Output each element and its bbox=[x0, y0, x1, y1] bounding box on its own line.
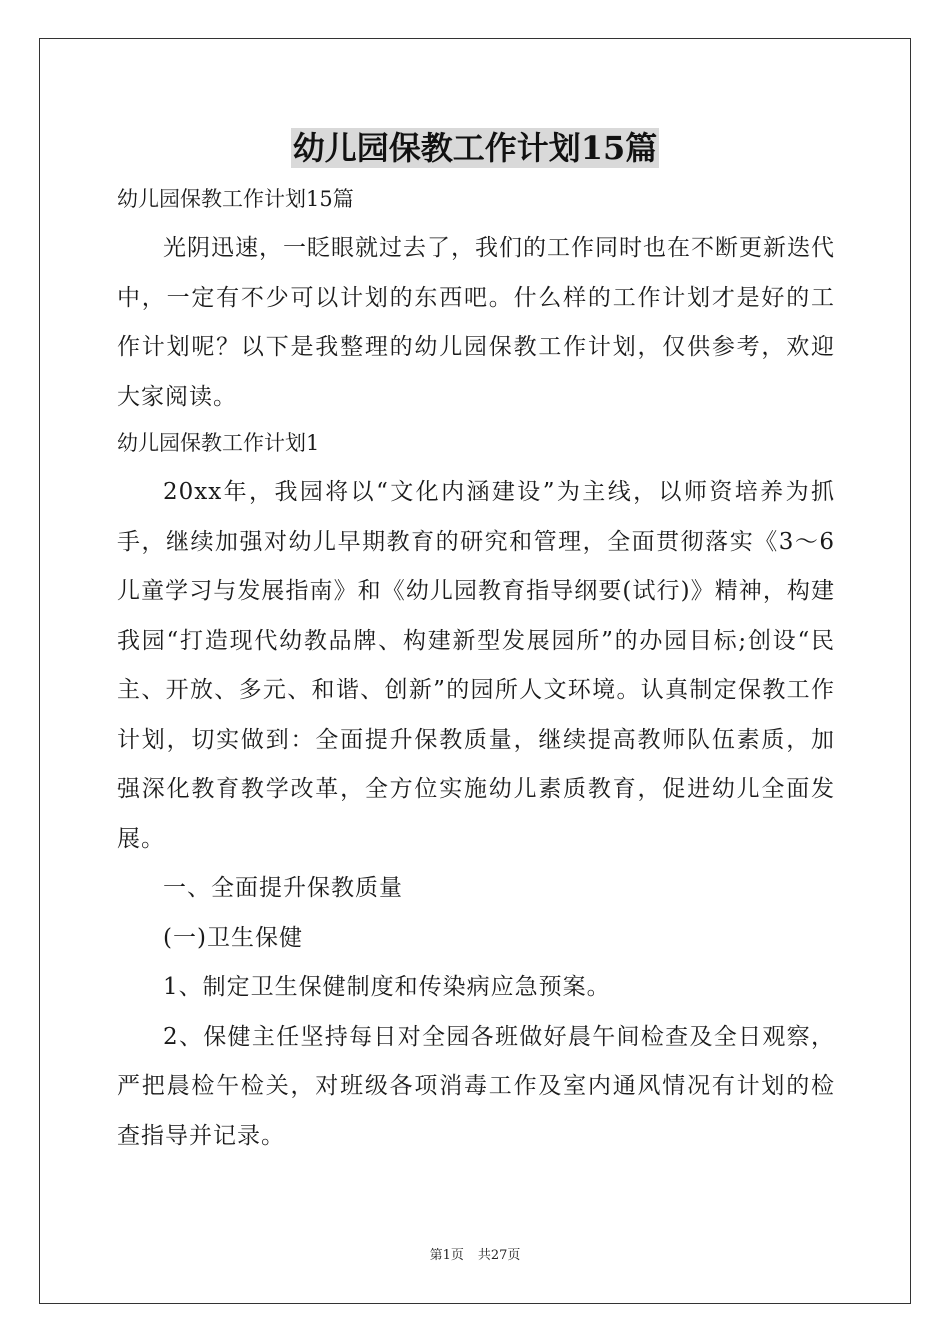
section-heading: 幼儿园保教工作计划1 bbox=[117, 431, 320, 455]
heading-level-2: (一)卫生保健 bbox=[163, 924, 303, 951]
document-body bbox=[117, 178, 835, 1161]
list-item: 1、制定卫生保健制度和传染病应急预案。 bbox=[163, 974, 611, 1000]
page-number: 第1页 bbox=[429, 1248, 464, 1263]
document-subtitle: 幼儿园保教工作计划15篇 bbox=[117, 187, 354, 211]
list-item: 2、保健主任坚持每日对全园各班做好晨午间检查及全日观察，严把晨检午检关，对班级各项消毒工作及室内通风情况有计划的检查指导并记录。 bbox=[117, 1023, 835, 1149]
title-container bbox=[0, 128, 950, 168]
page-footer bbox=[0, 1244, 950, 1263]
body-paragraph: 20xx年，我园将以“文化内涵建设”为主线，以师资培养为抓手，继续加强对幼儿早期教育的研究和管理，全面贯彻落实《3～6儿童学习与发展指南》和《幼儿园教育指导纲要(试行)》精神，构建我园“打造现代幼教品牌、构建新型发展园所”的办园目标;创设“民主、开放、多元、和谐、创新”的园所人文环境。认真制定保教工作计划，切实做到：全面提升保教质量，继续提高教师队伍素质，加强深化教育教学改革，全方位实施幼儿素质教育，促进幼儿全面发展。 bbox=[117, 479, 835, 852]
page-total: 共27页 bbox=[477, 1248, 521, 1263]
intro-paragraph: 光阴迅速，一眨眼就过去了，我们的工作同时也在不断更新迭代中，一定有不少可以计划的东西吧。什么样的工作计划才是好的工作计划呢？以下是我整理的幼儿园保教工作计划，仅供参考，欢迎大家阅读。 bbox=[117, 235, 835, 410]
heading-level-1: 一、全面提升保教质量 bbox=[163, 875, 403, 901]
document-title: 幼儿园保教工作计划15篇 bbox=[292, 129, 658, 167]
